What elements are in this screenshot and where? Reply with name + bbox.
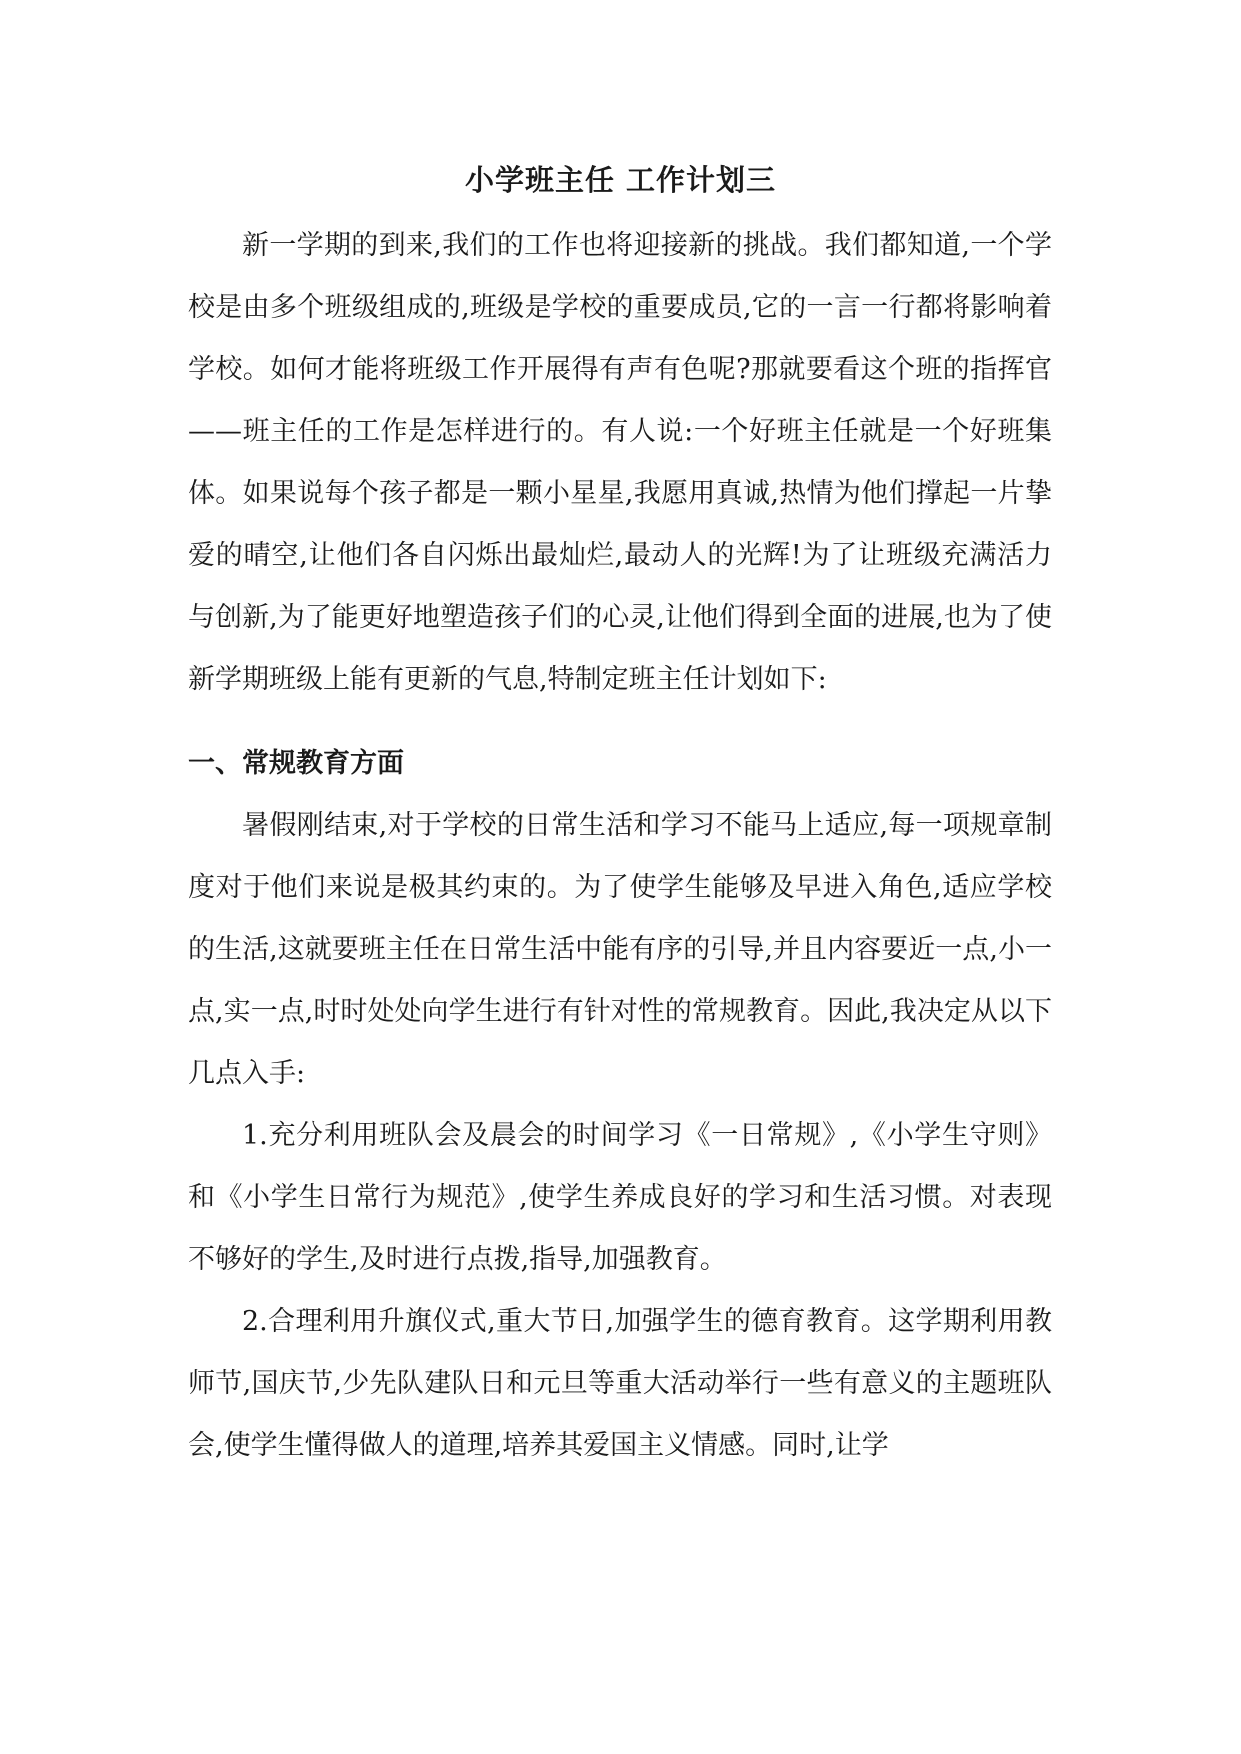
document-title: 小学班主任 工作计划三: [464, 163, 777, 197]
intro-paragraph: 新一学期的到来,我们的工作也将迎接新的挑战。我们都知道,一个学校是由多个班级组成的,班级是学校的重要成员,它的一言一行都将影响着学校。如何才能将班级工作开展得有声有色呢?那就要看这个班的指挥官——班主任的工作是怎样进行的。有人说:一个好班主任就是一个好班集体。如果说每个孩子都是一颗小星星,我愿用真诚,热情为他们撑起一片挚爱的晴空,让他们各自闪烁出最灿烂,最动人的光辉!为了让班级充满活力与创新,为了能更好地塑造孩子们的心灵,让他们得到全面的进展,也为了使新学期班级上能有更新的气息,特制定班主任计划如下:: [188, 230, 1052, 695]
list-item-1: 1.充分利用班队会及晨会的时间学习《一日常规》,《小学生守则》和《小学生日常行为规范》,使学生养成良好的学习和生活习惯。对表现不够好的学生,及时进行点拨,指导,加强教育。: [188, 1120, 1052, 1275]
section-heading-routine-education: 一、常规教育方面: [188, 748, 404, 779]
list-item-2: 2.合理利用升旗仪式,重大节日,加强学生的德育教育。这学期利用教师节,国庆节,少先队建队日和元旦等重大活动举行一些有意义的主题班队会,使学生懂得做人的道理,培养其爱国主义情感。同时,让学: [188, 1306, 1052, 1461]
section-paragraph: 暑假刚结束,对于学校的日常生活和学习不能马上适应,每一项规章制度对于他们来说是极其约束的。为了使学生能够及早进入角色,适应学校的生活,这就要班主任在日常生活中能有序的引导,并且内容要近一点,小一点,实一点,时时处处向学生进行有针对性的常规教育。因此,我决定从以下几点入手:: [188, 810, 1052, 1089]
document-body: [188, 215, 1052, 1477]
